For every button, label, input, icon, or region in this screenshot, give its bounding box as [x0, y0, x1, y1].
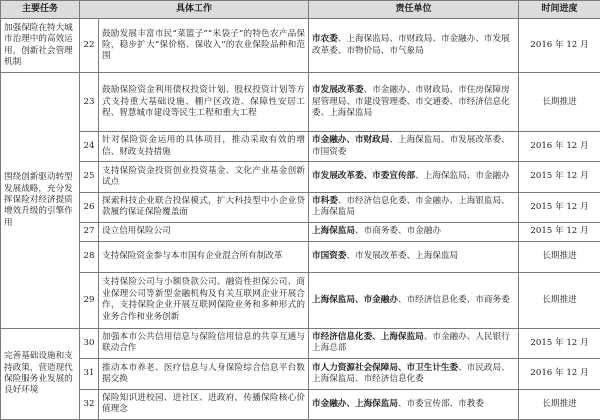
- work-cell: 加强本市公共信用信息与保险信用信息的共享互通与联动合作: [99, 328, 309, 358]
- lead-unit: 上海保监局: [312, 226, 355, 237]
- unit-cell: [309, 223, 519, 242]
- table-row: [1, 389, 600, 419]
- unit-cell: [309, 359, 519, 389]
- lead-unit: 市国资委: [312, 251, 347, 262]
- work-cell: 支持保险资金参与本市国有企业混合所有制改革: [99, 242, 309, 272]
- unit-cell: [309, 162, 519, 192]
- time-cell: 2016 年 12 月: [519, 131, 600, 161]
- time-cell: 2015 年 12 月: [519, 162, 600, 192]
- other-units: 、市委宣传部、市教委: [397, 398, 484, 409]
- table-row: [1, 359, 600, 389]
- item-number: 25: [80, 162, 99, 192]
- work-cell: 设立信用保险公司: [99, 223, 309, 242]
- task-cell: 加强保险在特大城市治理中的高效运用，创新社会管理机制: [1, 19, 80, 73]
- time-cell: 2015 年 12 月: [519, 223, 600, 242]
- table-row: [1, 242, 600, 272]
- time-cell: 2016 年 12 月: [519, 19, 600, 73]
- table-row: [1, 19, 600, 73]
- other-units: 、市经济信息化委、市商务委: [397, 294, 510, 305]
- time-cell: 2015 年 12 月: [519, 328, 600, 358]
- lead-unit: 市经济信息化委、上海保监局: [312, 332, 424, 343]
- other-units: 、市经济信息化委、市金融办、上海银监局、上海保监局: [312, 196, 510, 218]
- header-time: 时间进度: [519, 1, 600, 19]
- lead-unit: 市金融办、上海保监局: [312, 398, 398, 409]
- table-row: [1, 272, 600, 328]
- item-number: 28: [80, 242, 99, 272]
- header-task: 主要任务: [1, 1, 80, 19]
- work-cell: 支持保险资金投资创业投资基金、文化产业基金创新试点: [99, 162, 309, 192]
- header-work: 具体工作: [80, 1, 309, 19]
- work-cell: 鼓励发展丰富市民“菜篮子”“米袋子”的特色农产品保险，稳步扩大“保价格、保收入”的农业保险品种和范围: [99, 19, 309, 73]
- lead-unit: 市科委: [312, 196, 338, 207]
- unit-cell: [309, 242, 519, 272]
- work-cell: 推动本市养老、医疗信息与人身保险综合信息平台数据交换: [99, 359, 309, 389]
- item-number: 22: [80, 19, 99, 73]
- task-cell: 完善基础设施和支持政策，营造现代保险服务业发展的良好环境: [1, 328, 80, 419]
- other-units: 、市民政局、上海保监局、市经济信息化委: [312, 362, 510, 384]
- table-row: [1, 73, 600, 132]
- item-number: 27: [80, 223, 99, 242]
- table-row: [1, 223, 600, 242]
- lead-unit: 市发展改革委: [312, 85, 364, 96]
- other-units: 、市金融办、人民银行上海总部: [312, 332, 510, 354]
- unit-cell: [309, 73, 519, 132]
- other-units: 、上海保监局、市财政局、市金融办、市发展改革委、市物价局、市气象局: [312, 34, 510, 56]
- lead-unit: 市人力资源社会保障局、市卫生计生委: [312, 362, 459, 373]
- work-cell: 鼓励保险资金利用债权投资计划、股权投资计划等方式支持重大基础设施、棚户区改造、保障性安居工程、智慧城市建设等民生工程和重大工程: [99, 73, 309, 132]
- other-units: 、市金融办、市财政局、市住房保障房屋管理局、市建设管理委、市交通委、市经济信息化委、上海保监局: [312, 85, 510, 118]
- table-row: [1, 162, 600, 192]
- lead-unit: 市金融办、市财政局: [312, 135, 390, 146]
- other-units: 、市商务委、市金融办: [355, 226, 441, 237]
- task-cell: 围绕创新驱动转型发展战略，充分发挥保险对经济提质增效升级的引擎作用: [1, 73, 80, 328]
- time-cell: 长期推进: [519, 272, 600, 328]
- unit-cell: [309, 19, 519, 73]
- work-cell: 探索科技企业联合投保模式，扩大科技型中小企业贷款履约保证保险覆盖面: [99, 192, 309, 222]
- other-units: 、上海保监局、市发展改革委、市国资委: [312, 135, 510, 157]
- item-number: 24: [80, 131, 99, 161]
- time-cell: 长期推进: [519, 242, 600, 272]
- table-row: [1, 192, 600, 222]
- table-header: [1, 1, 600, 19]
- unit-cell: [309, 328, 519, 358]
- item-number: 23: [80, 73, 99, 132]
- table-row: [1, 131, 600, 161]
- item-number: 29: [80, 272, 99, 328]
- table-body: [1, 19, 600, 420]
- work-cell: 针对保险资金运用的具体项目，推动采取有效的增信、财政支持措施: [99, 131, 309, 161]
- unit-cell: [309, 272, 519, 328]
- lead-unit: 上海保监局、市金融办: [312, 294, 398, 305]
- other-units: 、上海保监局、市金融办: [415, 171, 510, 182]
- time-cell: 长期推进: [519, 73, 600, 132]
- time-cell: 长期推进: [519, 389, 600, 419]
- item-number: 26: [80, 192, 99, 222]
- lead-unit: 市农委: [312, 34, 338, 45]
- item-number: 32: [80, 389, 99, 419]
- work-cell: 保险知识进校园、进社区、进政府，传播保险核心价值理念: [99, 389, 309, 419]
- time-cell: 2016 年 12 月: [519, 359, 600, 389]
- lead-unit: 市发展改革委、市委宣传部: [312, 171, 416, 182]
- work-cell: 支持保险公司与小额贷款公司、融资性担保公司、商业保理公司等新型金融机构及有关互联网企业开展合作，支持保险企业开展互联网保险业务和多种形式的业务合作和业务创新: [99, 272, 309, 328]
- item-number: 30: [80, 328, 99, 358]
- time-cell: 2015 年 12 月: [519, 192, 600, 222]
- other-units: 、市发展改革委、上海保监局: [346, 251, 459, 262]
- item-number: 31: [80, 359, 99, 389]
- unit-cell: [309, 389, 519, 419]
- unit-cell: [309, 131, 519, 161]
- header-row: [1, 1, 600, 19]
- unit-cell: [309, 192, 519, 222]
- table-row: [1, 328, 600, 358]
- header-unit: 责任单位: [309, 1, 519, 19]
